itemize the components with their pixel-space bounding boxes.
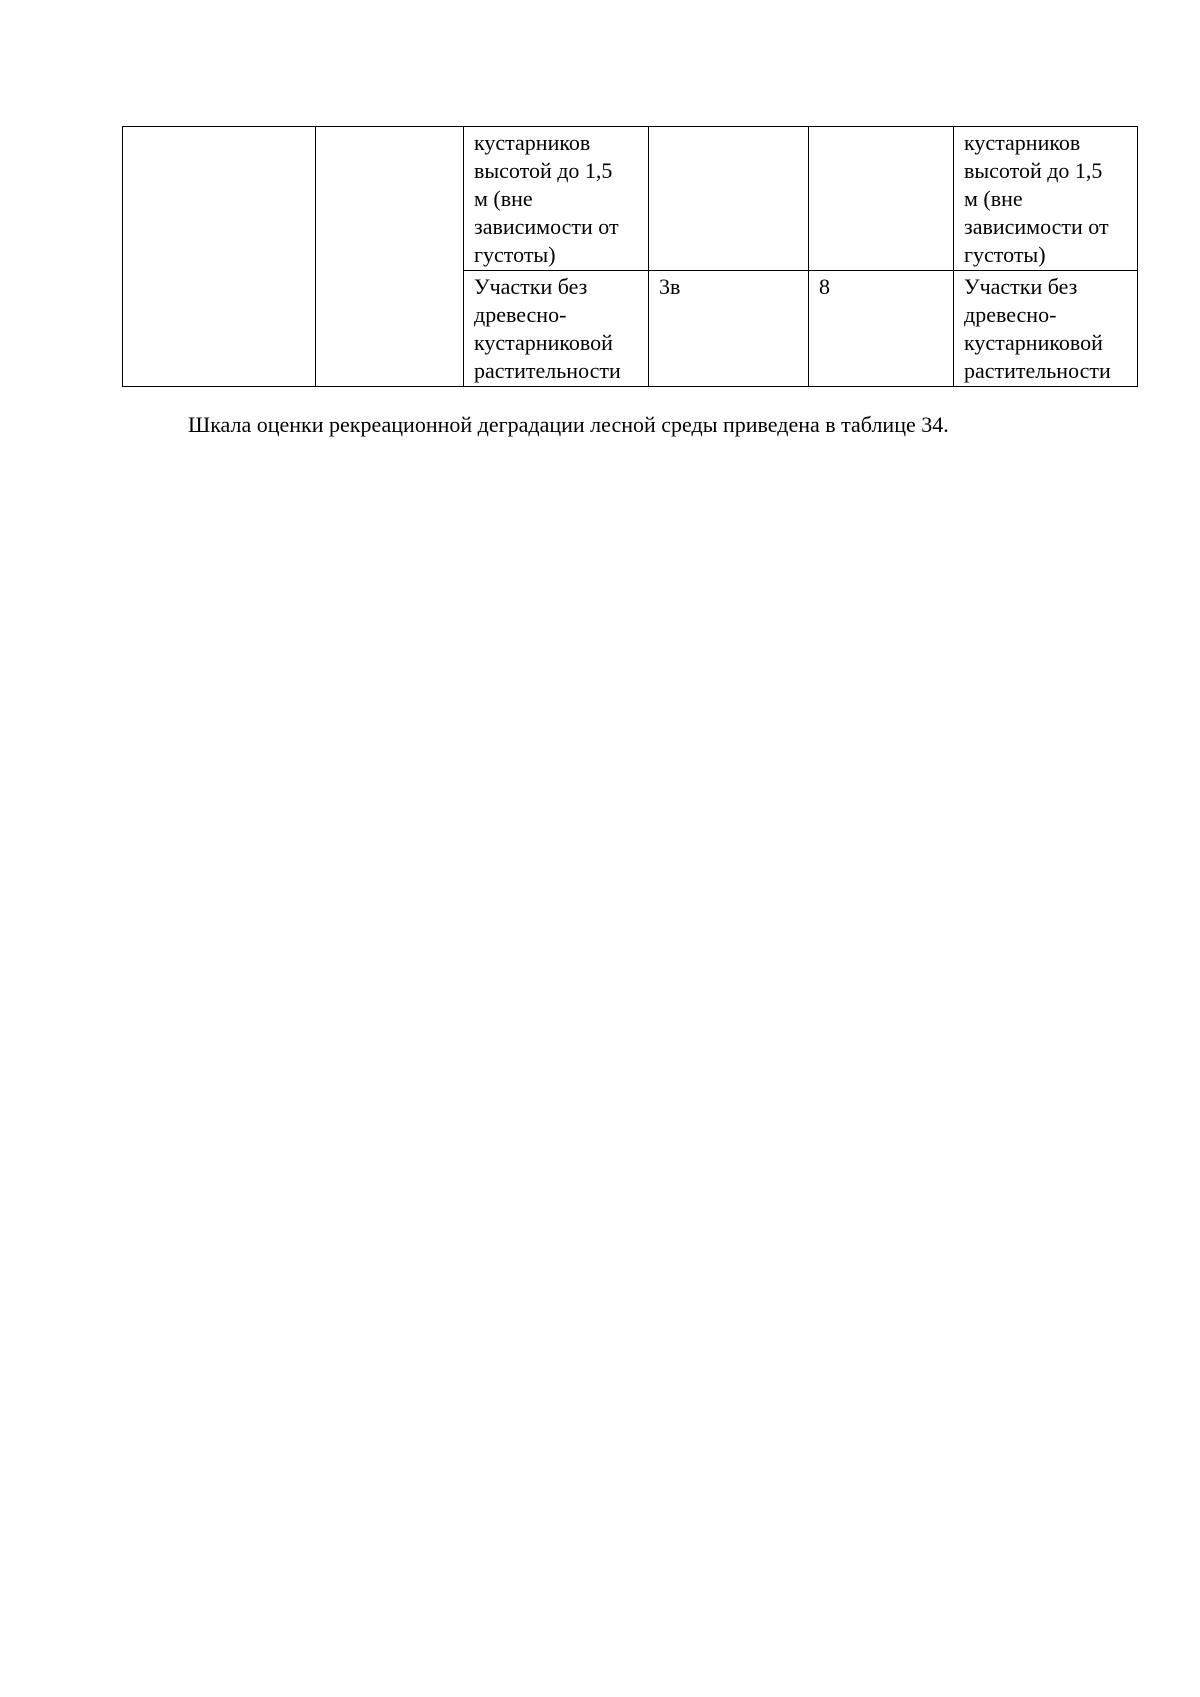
body-paragraph: Шкала оценки рекреационной деградации лесной среды приведена в таблице 34. bbox=[188, 412, 949, 437]
table-cell bbox=[809, 127, 954, 271]
continuation-table bbox=[122, 126, 1138, 387]
table-row bbox=[123, 127, 1138, 271]
table-cell bbox=[464, 127, 649, 271]
table-cell-merged-col1 bbox=[123, 127, 316, 387]
table-cell bbox=[954, 127, 1138, 271]
cell-text: 3в bbox=[659, 274, 681, 299]
table-cell bbox=[649, 127, 809, 271]
table-cell bbox=[809, 271, 954, 387]
table-cell-merged-col2 bbox=[316, 127, 464, 387]
cell-text: 8 bbox=[819, 274, 830, 299]
cell-text: Участки без древесно- кустарниковой растительности bbox=[474, 274, 621, 383]
table-cell bbox=[954, 271, 1138, 387]
cell-text: кустарников высотой до 1,5 м (вне зависимости от густоты) bbox=[474, 130, 619, 267]
cell-text: Участки без древесно- кустарниковой растительности bbox=[964, 274, 1111, 383]
cell-text: кустарников высотой до 1,5 м (вне зависимости от густоты) bbox=[964, 130, 1109, 267]
table-cell bbox=[649, 271, 809, 387]
table-cell bbox=[464, 271, 649, 387]
